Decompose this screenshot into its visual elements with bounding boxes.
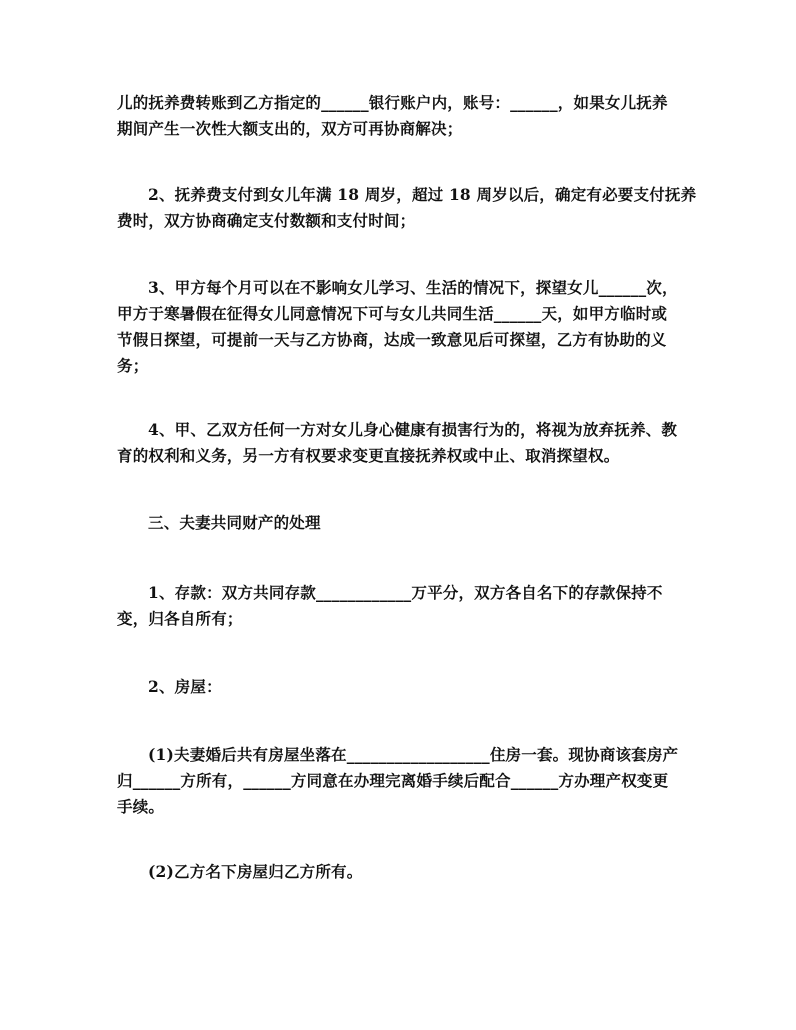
text-line: 4、甲、乙双方任何一方对女儿身心健康有损害行为的，将视为放弃抚养、教: [148, 420, 678, 439]
text-line: 变，归各自所有；: [117, 609, 243, 628]
paragraph-party-b-house: [117, 859, 682, 885]
text-line: 1、存款：双方共同存款____________万平分，双方各自名下的存款保持不: [148, 583, 663, 602]
paragraph-child-support-transfer: [117, 90, 682, 142]
text-line: 甲方于寒暑假在征得女儿同意情况下可与女儿共同生活______天，如甲方临时或: [117, 304, 668, 323]
text-line: 三、夫妻共同财产的处理: [148, 513, 321, 532]
text-line: 儿的抚养费转账到乙方指定的______银行账户内，账号：______，如果女儿抚养: [117, 93, 668, 112]
text-line: 节假日探望，可提前一天与乙方协商，达成一致意见后可探望，乙方有协助的义: [117, 330, 667, 349]
paragraph-harm-clause: [117, 417, 682, 469]
text-line: (1)夫妻婚后共有房屋坐落在__________________住房一套。现协商该套房产: [148, 745, 679, 764]
text-line: 期间产生一次性大额支出的，双方可再协商解决；: [117, 119, 463, 138]
text-line: 2、房屋：: [148, 677, 222, 696]
paragraph-support-duration: [117, 182, 697, 234]
paragraph-joint-house: [117, 742, 682, 820]
paragraph-visitation: [117, 275, 682, 379]
text-line: 手续。: [117, 797, 165, 816]
text-line: 2、抚养费支付到女儿年满 18 周岁，超过 18 周岁以后，确定有必要支付抚养: [148, 185, 697, 204]
section-heading-joint-property: [117, 510, 682, 536]
paragraph-savings: [117, 580, 682, 632]
paragraph-house-heading: [117, 674, 682, 700]
text-line: 3、甲方每个月可以在不影响女儿学习、生活的情况下，探望女儿______次，: [148, 278, 678, 297]
text-line: 费时，双方协商确定支付数额和支付时间；: [117, 211, 416, 230]
text-line: 务；: [117, 356, 149, 375]
text-line: 育的权利和义务，另一方有权要求变更直接抚养权或中止、取消探望权。: [117, 446, 620, 465]
text-line: (2)乙方名下房屋归乙方所有。: [148, 862, 363, 881]
text-line: 归______方所有，______方同意在办理完离婚手续后配合______方办理产权变更: [117, 771, 669, 790]
